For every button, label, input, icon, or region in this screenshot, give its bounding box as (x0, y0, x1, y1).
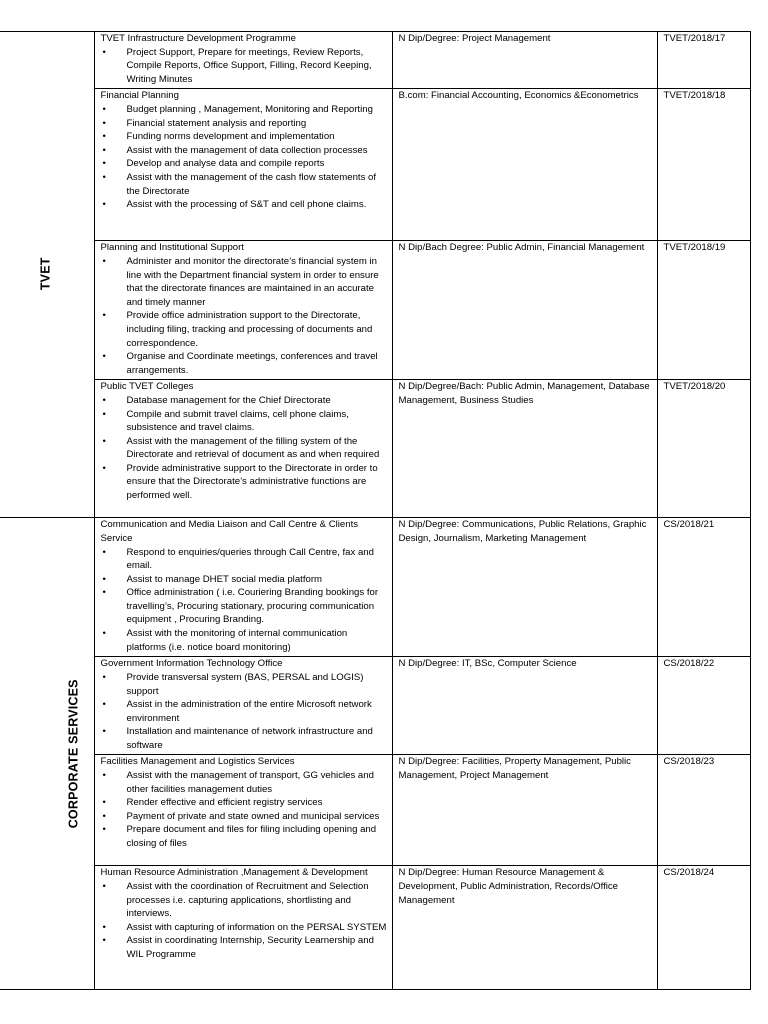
reference-cell: TVET/2018/18 (657, 89, 750, 241)
duty-item: • Respond to enquiries/queries through Call Centre, fax and email. (101, 546, 388, 573)
programme-cell (94, 32, 392, 89)
duty-item: • Organise and Coordinate meetings, conferences and travel arrangements. (101, 350, 388, 377)
duty-item: • Administer and monitor the directorate’s financial system in line with the Department financial system in order to ensure that the directorate finances are maintained in an accurate and timely manner (101, 255, 388, 309)
programme-title: Communication and Media Liaison and Call Centre & Clients Service (100, 519, 359, 544)
table-row (0, 657, 750, 755)
programme-title: Facilities Management and Logistics Services (100, 756, 295, 768)
duty-item: • Provide office administration support to the Directorate, including filing, tracking and processing of documents and correspondence. (101, 309, 388, 350)
table-row (0, 89, 750, 241)
qualification-cell: N Dip/Degree: Facilities, Property Management, Public Management, Project Management (392, 755, 657, 866)
programme-cell (94, 657, 392, 755)
reference-cell: CS/2018/21 (657, 518, 750, 657)
duty-item: • Assist with capturing of information on the PERSAL SYSTEM (101, 921, 388, 935)
duty-item: • Assist in the administration of the entire Microsoft network environment (101, 698, 388, 725)
duty-item: • Project Support, Prepare for meetings, Review Reports, Compile Reports, Office Support, Filling, Record Keeping, Writing Minutes (101, 46, 388, 87)
duty-item: • Assist with the management of transport, GG vehicles and other facilities management duties (101, 769, 388, 796)
duty-item: • Prepare document and files for filing including opening and closing of files (101, 823, 388, 850)
programme-title: Planning and Institutional Support (100, 242, 244, 254)
programme-cell (94, 241, 392, 380)
duty-item: • Funding norms development and implementation (101, 130, 388, 144)
duty-item: • Installation and maintenance of network infrastructure and software (101, 725, 388, 752)
duty-list (101, 394, 388, 503)
duty-item: • Budget planning , Management, Monitoring and Reporting (101, 103, 388, 117)
duty-item: • Database management for the Chief Directorate (101, 394, 388, 408)
programme-cell (94, 89, 392, 241)
programme-title: Government Information Technology Office (100, 658, 283, 670)
programme-cell (94, 380, 392, 518)
qualification-cell: B.com: Financial Accounting, Economics &Econometrics (392, 89, 657, 241)
programme-title: Public TVET Colleges (100, 381, 194, 393)
duty-item: • Assist with the monitoring of internal communication platforms (i.e. notice board monitoring) (101, 627, 388, 654)
section-label: TVET (38, 257, 53, 291)
section-cell (0, 32, 94, 518)
duty-item: • Assist with the management of the cash flow statements of the Directorate (101, 171, 388, 198)
duty-item: • Render effective and efficient registry services (101, 796, 388, 810)
duty-item: • Assist in coordinating Internship, Security Learnership and WIL Programme (101, 934, 388, 961)
programme-table (0, 31, 751, 990)
duty-item: • Provide administrative support to the Directorate in order to ensure that the Directorate’s administrative functions are performed well. (101, 462, 388, 503)
reference-cell: TVET/2018/19 (657, 241, 750, 380)
duty-item: • Assist to manage DHET social media platform (101, 573, 388, 587)
duty-item: • Payment of private and state owned and municipal services (101, 810, 388, 824)
table-row (0, 241, 750, 380)
duty-list (101, 546, 388, 655)
duty-item: • Compile and submit travel claims, cell phone claims, subsistence and travel claims. (101, 408, 388, 435)
qualification-cell: N Dip/Degree: Project Management (392, 32, 657, 89)
duty-item: • Develop and analyse data and compile reports (101, 157, 388, 171)
reference-cell: CS/2018/24 (657, 866, 750, 990)
programme-title: Human Resource Administration ,Management & Development (100, 867, 368, 879)
duty-list (101, 671, 388, 753)
table-row (0, 518, 750, 657)
duty-item: • Provide transversal system (BAS, PERSAL and LOGIS) support (101, 671, 388, 698)
duty-list (101, 255, 388, 377)
qualification-cell: N Dip/Degree: Human Resource Management & Development, Public Administration, Records/Office Management (392, 866, 657, 990)
table-body (0, 32, 750, 990)
table-row (0, 755, 750, 866)
duty-list (101, 103, 388, 212)
duty-item: • Financial statement analysis and reporting (101, 117, 388, 131)
table-row (0, 866, 750, 990)
qualification-cell: N Dip/Degree: IT, BSc, Computer Science (392, 657, 657, 755)
duty-list (101, 769, 388, 851)
duty-item: • Assist with the management of data collection processes (101, 144, 388, 158)
section-label: CORPORATE SERVICES (66, 678, 81, 828)
reference-cell: TVET/2018/17 (657, 32, 750, 89)
duty-item: • Assist with the processing of S&T and cell phone claims. (101, 198, 388, 212)
duty-item: • Assist with the coordination of Recruitment and Selection processes i.e. capturing applications, shortlisting and interviews. (101, 880, 388, 921)
qualification-cell: N Dip/Degree/Bach: Public Admin, Management, Database Management, Business Studies (392, 380, 657, 518)
programme-cell (94, 755, 392, 866)
reference-cell: CS/2018/23 (657, 755, 750, 866)
duty-list (101, 46, 388, 87)
reference-cell: TVET/2018/20 (657, 380, 750, 518)
programme-title: Financial Planning (100, 90, 179, 102)
programme-cell (94, 518, 392, 657)
table-row (0, 380, 750, 518)
reference-cell: CS/2018/22 (657, 657, 750, 755)
table-row (0, 32, 750, 89)
programme-cell (94, 866, 392, 990)
qualification-cell: N Dip/Bach Degree: Public Admin, Financial Management (392, 241, 657, 380)
section-cell (0, 518, 94, 990)
programme-title: TVET Infrastructure Development Programme (100, 33, 297, 44)
duty-item: • Assist with the management of the filling system of the Directorate and retrieval of document as and when required (101, 435, 388, 462)
duty-list (101, 880, 388, 962)
duty-item: • Office administration ( i.e. Couriering Branding bookings for travelling’s, Procuring stationary, procuring communication equipment , Procuring Branding. (101, 586, 388, 627)
qualification-cell: N Dip/Degree: Communications, Public Relations, Graphic Design, Journalism, Marketing Management (392, 518, 657, 657)
